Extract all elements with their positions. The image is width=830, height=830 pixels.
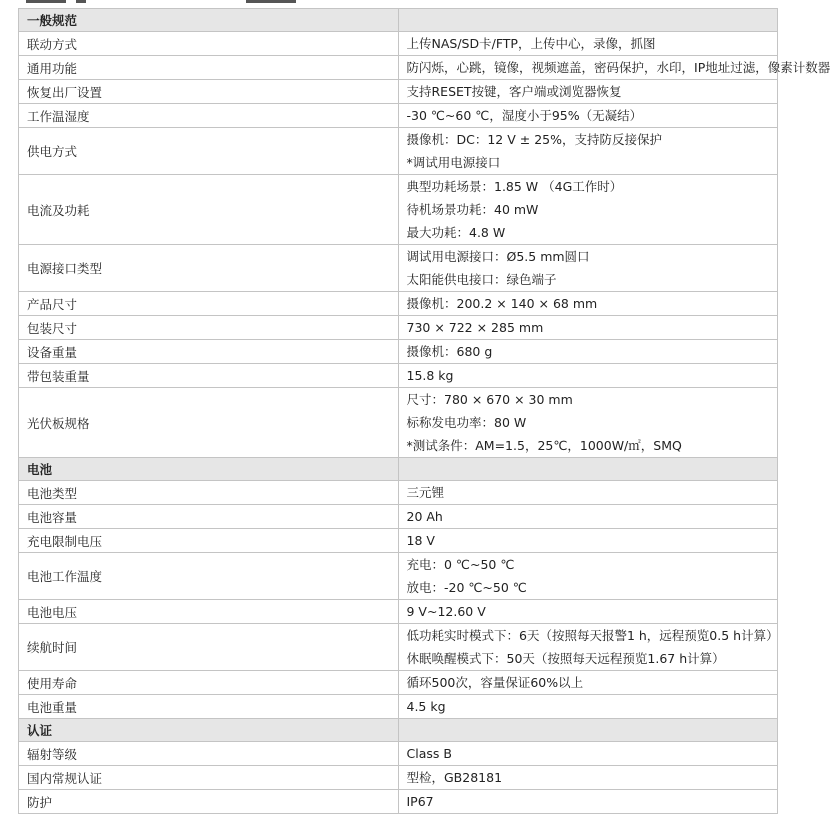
spec-value-line: 尺寸：780 × 670 × 30 mm xyxy=(406,392,573,407)
spec-row xyxy=(19,624,778,671)
spec-value xyxy=(398,80,778,104)
spec-label: 电池电压 xyxy=(19,600,399,624)
spec-value xyxy=(398,766,778,790)
spec-value xyxy=(398,695,778,719)
spec-value-line: 太阳能供电接口：绿色端子 xyxy=(406,272,557,287)
spec-row xyxy=(19,600,778,624)
spec-row xyxy=(19,56,778,80)
spec-value xyxy=(398,245,778,292)
spec-row xyxy=(19,104,778,128)
spec-row xyxy=(19,553,778,600)
spec-row xyxy=(19,671,778,695)
spec-label: 辐射等级 xyxy=(19,742,399,766)
spec-value xyxy=(398,128,778,175)
spec-row xyxy=(19,388,778,458)
spec-label: 供电方式 xyxy=(19,128,399,175)
spec-value-line: 20 Ah xyxy=(406,509,443,524)
spec-value xyxy=(398,790,778,814)
section-header-blank xyxy=(398,719,778,742)
spec-label: 电池重量 xyxy=(19,695,399,719)
section-title: 电池 xyxy=(19,458,399,481)
spec-value-line: 待机场景功耗：40 mW xyxy=(406,202,539,217)
spec-value xyxy=(398,175,778,245)
spec-label: 光伏板规格 xyxy=(19,388,399,458)
cut-off-previous-row xyxy=(18,0,778,4)
spec-label: 产品尺寸 xyxy=(19,292,399,316)
spec-value-line: -30 ℃~60 ℃，湿度小于95%（无凝结） xyxy=(406,108,643,123)
spec-value xyxy=(398,600,778,624)
section-title: 认证 xyxy=(19,719,399,742)
spec-value-line: 休眠唤醒模式下：50天（按照每天远程预览1.67 h计算） xyxy=(406,651,725,666)
spec-table-body xyxy=(19,9,830,814)
spec-label: 设备重量 xyxy=(19,340,399,364)
spec-label: 电源接口类型 xyxy=(19,245,399,292)
section-title: 一般规范 xyxy=(19,9,399,32)
spec-row xyxy=(19,766,778,790)
spec-value-line: 730 × 722 × 285 mm xyxy=(406,320,544,335)
spec-value xyxy=(398,104,778,128)
spec-label: 恢复出厂设置 xyxy=(19,80,399,104)
spec-row xyxy=(19,340,778,364)
spec-value-line: IP67 xyxy=(406,794,434,809)
section-header xyxy=(19,9,778,32)
spec-value-line: 上传NAS/SD卡/FTP，上传中心，录像，抓图 xyxy=(406,36,656,51)
spec-value-line: 放电：-20 ℃~50 ℃ xyxy=(406,580,527,595)
spec-value-line: 摄像机：DC：12 V ± 25%，支持防反接保护 xyxy=(406,132,662,147)
spec-label: 电池类型 xyxy=(19,481,399,505)
spec-value-line: 9 V~12.60 V xyxy=(406,604,486,619)
spec-value xyxy=(398,364,778,388)
spec-value-line: Class B xyxy=(406,746,452,761)
spec-row xyxy=(19,695,778,719)
spec-value-line: 最大功耗：4.8 W xyxy=(406,225,506,240)
spec-value-line: 摄像机：680 g xyxy=(406,344,493,359)
section-header-blank xyxy=(398,458,778,481)
cut-off-value-fragment xyxy=(246,0,296,3)
spec-label: 充电限制电压 xyxy=(19,529,399,553)
spec-value-line: 18 V xyxy=(406,533,435,548)
spec-row xyxy=(19,742,778,766)
spec-table xyxy=(18,8,830,814)
spec-label: 电池容量 xyxy=(19,505,399,529)
section-header xyxy=(19,458,778,481)
spec-label: 电池工作温度 xyxy=(19,553,399,600)
spec-value xyxy=(398,481,778,505)
spec-row xyxy=(19,175,778,245)
spec-value-line: 充电：0 ℃~50 ℃ xyxy=(406,557,515,572)
spec-label: 通用功能 xyxy=(19,56,399,80)
spec-row xyxy=(19,481,778,505)
spec-value xyxy=(398,671,778,695)
cut-off-label-fragment xyxy=(26,0,66,3)
spec-label: 使用寿命 xyxy=(19,671,399,695)
spec-label: 联动方式 xyxy=(19,32,399,56)
spec-value-line: 15.8 kg xyxy=(406,368,454,383)
cut-off-label-fragment xyxy=(76,0,86,3)
spec-value-line: 摄像机：200.2 × 140 × 68 mm xyxy=(406,296,598,311)
spec-row xyxy=(19,128,778,175)
spec-value-line: 典型功耗场景：1.85 W （4G工作时） xyxy=(406,179,623,194)
spec-value xyxy=(398,56,830,80)
spec-value xyxy=(398,553,778,600)
spec-value xyxy=(398,742,778,766)
spec-value-line: 防闪烁，心跳，镜像，视频遮盖，密码保护，水印，IP地址过滤，像素计数器 xyxy=(406,60,830,75)
section-header-blank xyxy=(398,9,778,32)
spec-row xyxy=(19,32,778,56)
spec-value-line: 调试用电源接口：Ø5.5 mm圆口 xyxy=(406,249,590,264)
spec-label: 电流及功耗 xyxy=(19,175,399,245)
spec-label: 国内常规认证 xyxy=(19,766,399,790)
spec-value-line: 循环500次，容量保证60%以上 xyxy=(406,675,584,690)
spec-value xyxy=(398,316,778,340)
spec-value-line: *测试条件：AM=1.5，25℃，1000W/㎡，SMQ xyxy=(406,438,682,453)
section-header xyxy=(19,719,778,742)
spec-value-line: 型检，GB28181 xyxy=(406,770,503,785)
spec-row xyxy=(19,529,778,553)
spec-row xyxy=(19,790,778,814)
spec-label: 续航时间 xyxy=(19,624,399,671)
spec-value xyxy=(398,505,778,529)
spec-value-line: *调试用电源接口 xyxy=(406,155,501,170)
spec-value-line: 低功耗实时模式下：6天（按照每天报警1 h，远程预览0.5 h计算） xyxy=(406,628,779,643)
spec-value-line: 支持RESET按键，客户端或浏览器恢复 xyxy=(406,84,622,99)
spec-value xyxy=(398,624,778,671)
spec-value xyxy=(398,32,778,56)
spec-row xyxy=(19,505,778,529)
spec-value xyxy=(398,340,778,364)
spec-row xyxy=(19,316,778,340)
spec-value-line: 标称发电功率：80 W xyxy=(406,415,527,430)
spec-label: 工作温湿度 xyxy=(19,104,399,128)
spec-row xyxy=(19,80,778,104)
spec-value-line: 三元锂 xyxy=(406,485,445,500)
spec-value xyxy=(398,292,778,316)
spec-value-line: 4.5 kg xyxy=(406,699,446,714)
spec-value xyxy=(398,529,778,553)
spec-label: 带包装重量 xyxy=(19,364,399,388)
spec-value xyxy=(398,388,778,458)
spec-row xyxy=(19,245,778,292)
spec-label: 包装尺寸 xyxy=(19,316,399,340)
spec-label: 防护 xyxy=(19,790,399,814)
spec-row xyxy=(19,292,778,316)
spec-row xyxy=(19,364,778,388)
